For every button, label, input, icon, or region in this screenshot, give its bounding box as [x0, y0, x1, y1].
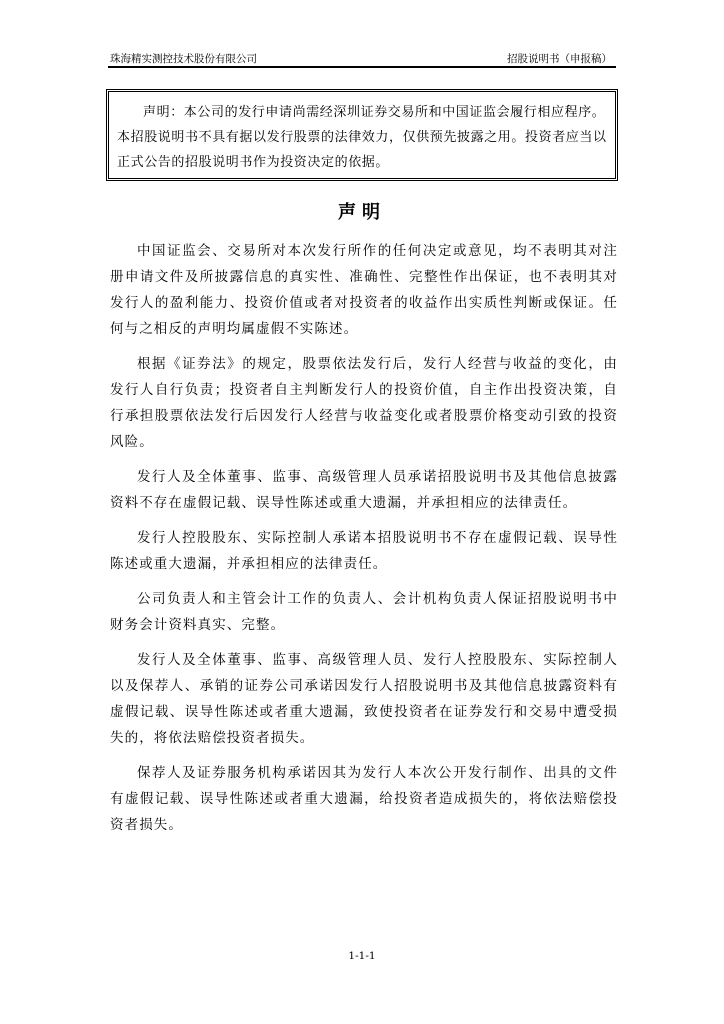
- paragraph-3: 发行人及全体董事、监事、高级管理人员承诺招股说明书及其他信息披露资料不存在虚假记载、误导性陈述或重大遗漏，并承担相应的法律责任。: [110, 469, 618, 511]
- notice-box: [106, 89, 618, 181]
- page-title: 声明: [338, 202, 386, 223]
- page-number: 1-1-1: [348, 950, 376, 962]
- document-type: 招股说明书（申报稿）: [507, 53, 612, 65]
- paragraph-5: 公司负责人和主管会计工作的负责人、会计机构负责人保证招股说明书中财务会计资料真实、完整。: [110, 591, 618, 633]
- paragraph-1: 中国证监会、交易所对本次发行所作的任何决定或意见，均不表明其对注册申请文件及所披露信息的真实性、准确性、完整性作出保证，也不表明其对发行人的盈利能力、投资价值或者对投资者的收益作出实质性判断或保证。任何与之相反的声明均属虚假不实陈述。: [110, 243, 618, 337]
- declaration-body: [110, 238, 618, 847]
- paragraph-6: 发行人及全体董事、监事、高级管理人员、发行人控股股东、实际控制人以及保荐人、承销的证券公司承诺因发行人招股说明书及其他信息披露资料有虚假记载、误导性陈述或者重大遗漏，致使投资者在证券发行和交易中遭受损失的，将依法赔偿投资者损失。: [110, 652, 618, 746]
- paragraph-7: 保荐人及证券服务机构承诺因其为发行人本次公开发行制作、出具的文件有虚假记载、误导性陈述或者重大遗漏，给投资者造成损失的，将依法赔偿投资者损失。: [110, 765, 618, 833]
- paragraph-4: 发行人控股股东、实际控制人承诺本招股说明书不存在虚假记载、误导性陈述或重大遗漏，并承担相应的法律责任。: [110, 530, 618, 572]
- page-header: [108, 48, 616, 68]
- notice-text: 声明：本公司的发行申请尚需经深圳证券交易所和中国证监会履行相应程序。本招股说明书不具有据以发行股票的法律效力，仅供预先披露之用。投资者应当以正式公告的招股说明书作为投资决定的依据。: [117, 105, 607, 170]
- paragraph-2: 根据《证券法》的规定，股票依法发行后，发行人经营与收益的变化，由发行人自行负责；投资者自主判断发行人的投资价值，自主作出投资决策，自行承担股票依法发行后因发行人经营与收益变化或者股票价格变动引致的投资风险。: [110, 356, 618, 450]
- company-name: 珠海精实测控技术股份有限公司: [110, 53, 257, 65]
